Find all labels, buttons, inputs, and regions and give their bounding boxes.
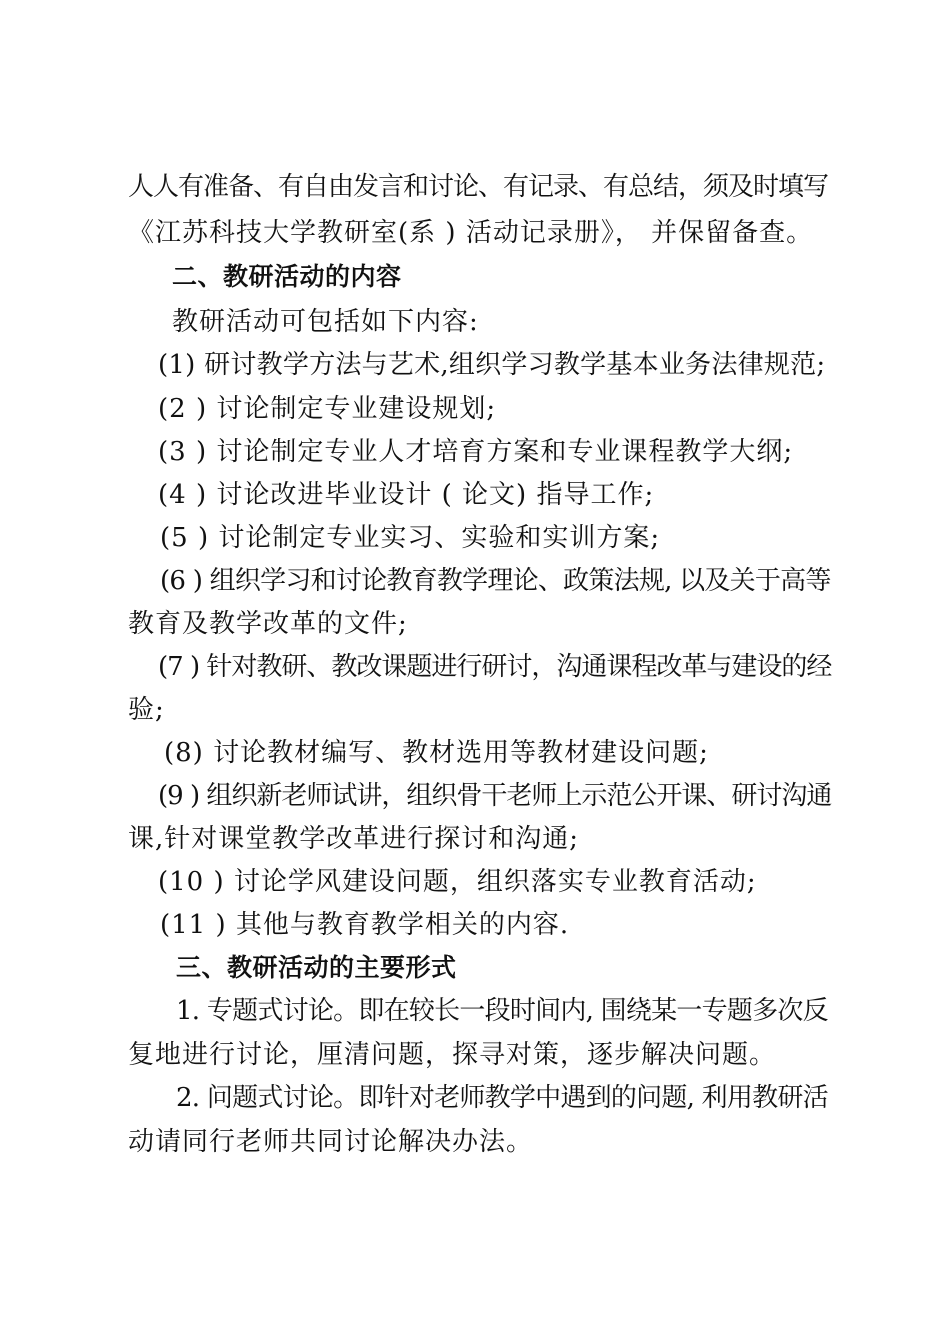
form-item-2-cont: 动请同行老师共同讨论解决办法。 — [128, 1127, 534, 1157]
form-item-1: 1. 专题式讨论。即在较长一段时间内, 围绕某一专题多次反 — [176, 996, 828, 1026]
list-item-8: (8) 讨论教材编写、教材选用等教材建设问题; — [164, 738, 709, 768]
list-item-9: (9 ) 组织新老师试讲，组织骨干老师上示范公开课、研讨沟通 — [158, 781, 832, 811]
list-item-9-cont: 课,针对课堂教学改革进行探讨和沟通; — [128, 824, 580, 854]
form-item-1-cont: 复地进行讨论，厘清问题，探寻对策，逐步解决问题。 — [128, 1040, 777, 1070]
section-2-heading: 二、教研活动的内容 — [172, 262, 402, 291]
list-item-2: (2 ) 讨论制定专业建设规划; — [158, 394, 497, 424]
list-item-11: (11 ) 其他与教育教学相关的内容. — [160, 910, 570, 940]
intro-line-1: 人人有准备、有自由发言和讨论、有记录、有总结，须及时填写 — [128, 172, 829, 202]
list-item-6-cont: 教育及教学改革的文件; — [128, 609, 408, 639]
list-item-3: (3 ) 讨论制定专业人才培育方案和专业课程教学大纲; — [158, 437, 794, 467]
list-item-10: (10 ) 讨论学风建设问题，组织落实专业教育活动; — [158, 867, 757, 897]
list-item-7: (7 ) 针对教研、教改课题进行研讨，沟通课程改革与建设的经 — [158, 652, 832, 682]
list-item-7-cont: 验; — [128, 695, 165, 725]
list-item-6: (6 ) 组织学习和讨论教育教学理论、政策法规, 以及关于高等 — [160, 566, 831, 596]
section-3-heading: 三、教研活动的主要形式 — [176, 953, 457, 982]
section-2-lead: 教研活动可包括如下内容: — [172, 307, 479, 337]
list-item-1: (1) 研讨教学方法与艺术,组织学习教学基本业务法律规范; — [158, 350, 826, 380]
list-item-5: (5 ) 讨论制定专业实习、实验和实训方案; — [160, 523, 661, 553]
list-item-4: (4 ) 讨论改进毕业设计 ( 论文) 指导工作; — [158, 480, 655, 510]
form-item-2: 2. 问题式讨论。即针对老师教学中遇到的问题, 利用教研活 — [176, 1083, 828, 1113]
intro-line-2: 《江苏科技大学教研室(系 ) 活动记录册》， 并保留备查。 — [128, 218, 814, 248]
